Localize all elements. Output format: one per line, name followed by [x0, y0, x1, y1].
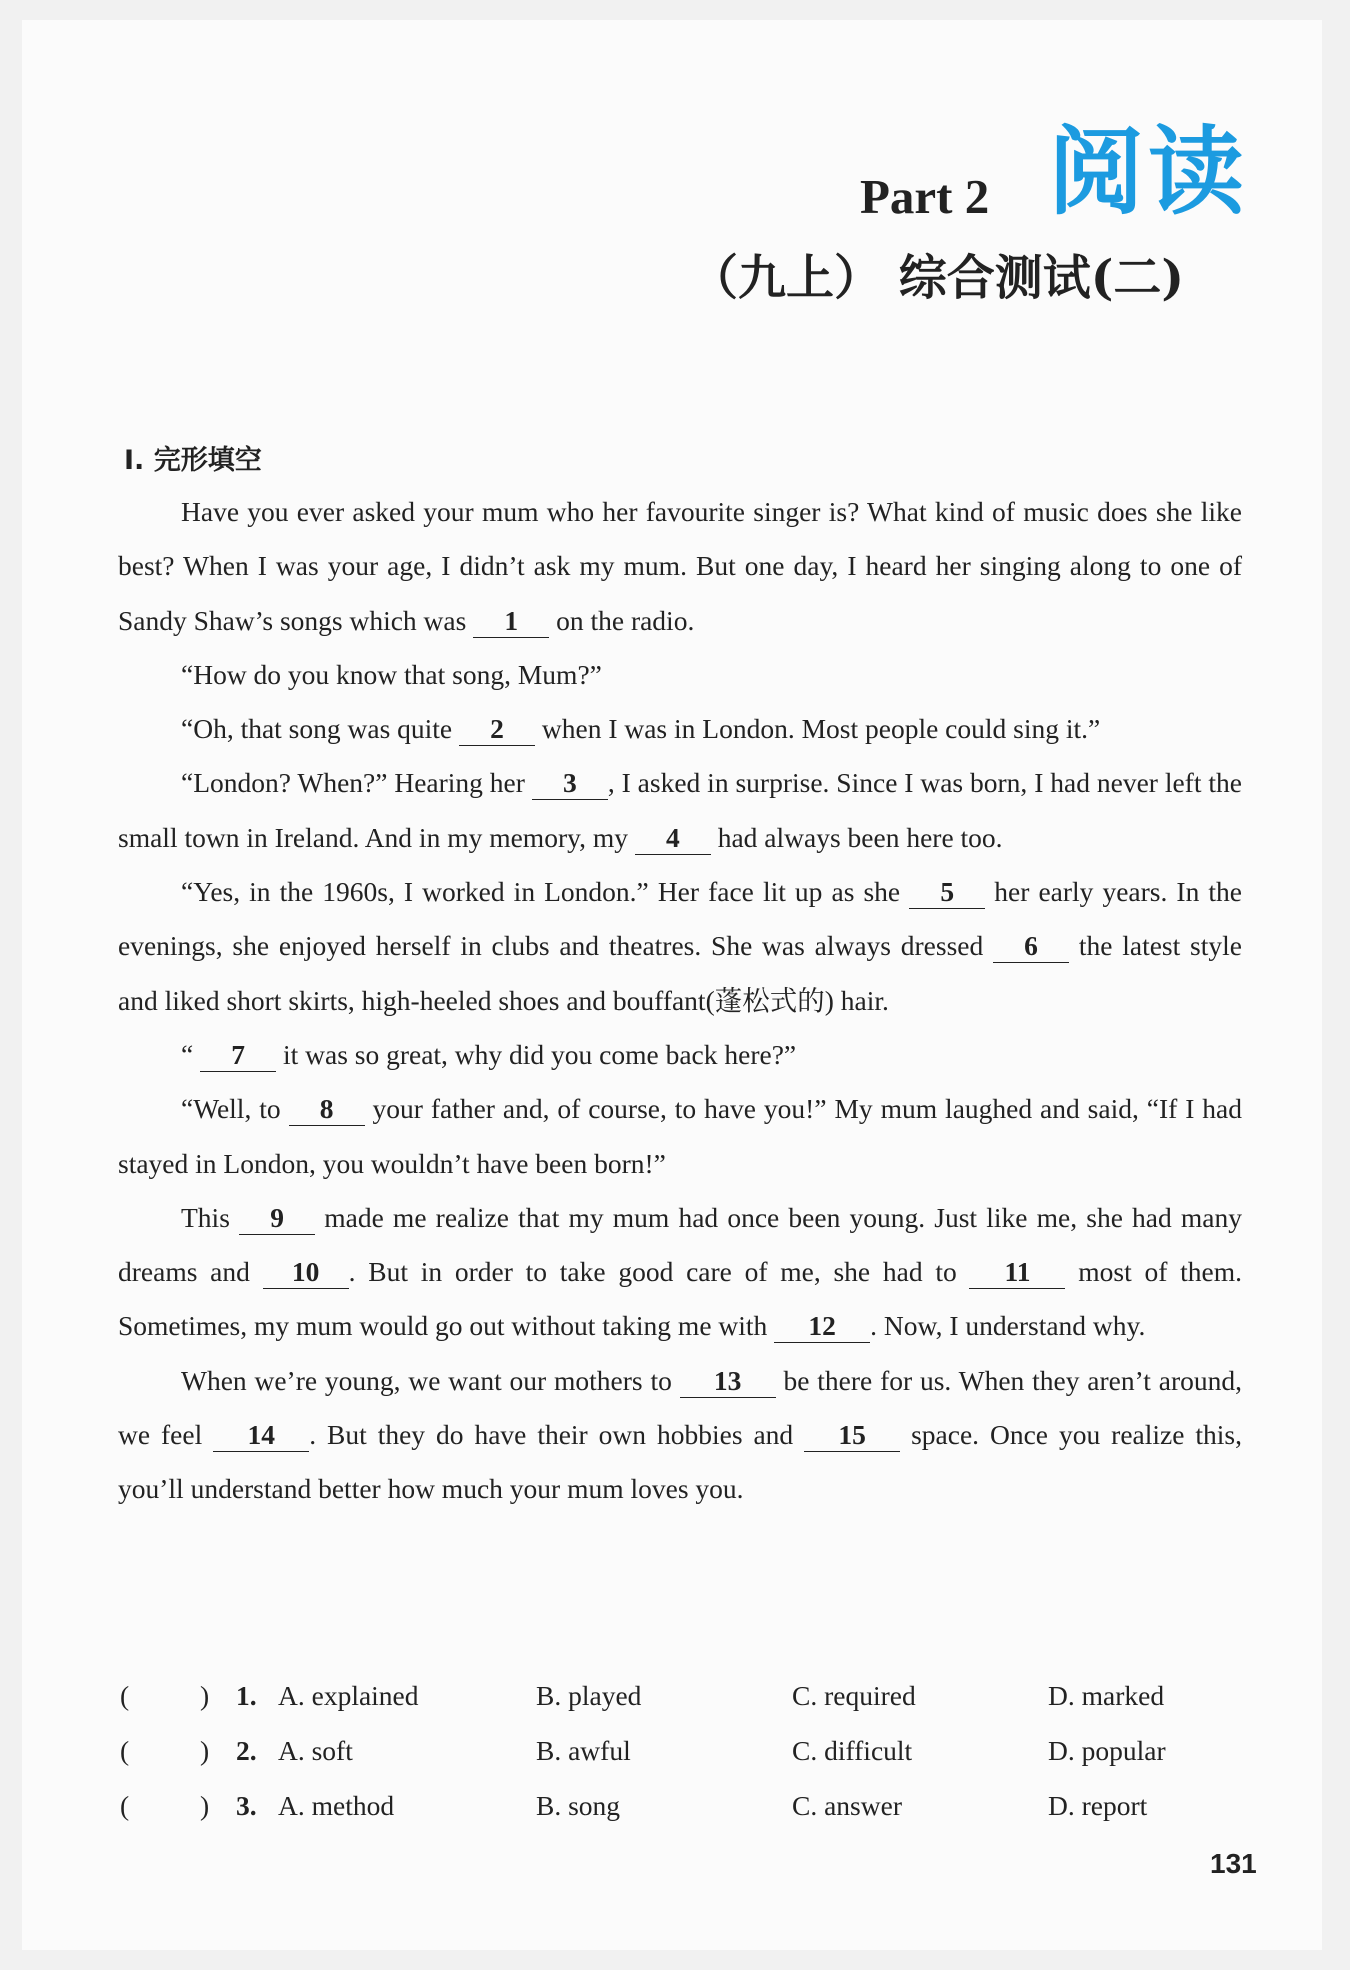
text: be there for us. When they aren’t around, we feel: [118, 1364, 1242, 1451]
page-number: 131: [1210, 1848, 1257, 1879]
question-row-3: [118, 1790, 1242, 1845]
option-d[interactable]: D. report: [1048, 1790, 1148, 1821]
question-number: 2.: [236, 1735, 257, 1766]
text: “How do you know that song, Mum?”: [181, 658, 602, 690]
answer-options: [118, 1680, 1242, 1845]
blank-2[interactable]: 2: [459, 712, 535, 746]
option-d[interactable]: D. popular: [1048, 1735, 1166, 1766]
blank-1[interactable]: 1: [473, 604, 549, 638]
test-subtitle: （九上） 综合测试(二): [690, 250, 1185, 306]
paragraph-8: [118, 1191, 1242, 1354]
paragraph-4: [118, 756, 1242, 865]
option-c[interactable]: C. answer: [792, 1790, 902, 1821]
blank-11[interactable]: 11: [969, 1255, 1065, 1289]
paragraph-2: [118, 648, 1242, 702]
blank-15[interactable]: 15: [804, 1418, 900, 1452]
blank-6[interactable]: 6: [993, 929, 1069, 963]
paragraph-1: [118, 485, 1242, 648]
question-number: 1.: [236, 1680, 257, 1711]
cloze-passage: [118, 485, 1242, 1517]
question-row-2: [118, 1735, 1242, 1790]
text: . But in order to take good care of me, she had to: [348, 1256, 970, 1288]
answer-paren-close: ): [200, 1680, 210, 1711]
blank-14[interactable]: 14: [213, 1418, 309, 1452]
answer-paren-close: ): [200, 1790, 210, 1821]
blank-5[interactable]: 5: [909, 875, 985, 909]
blank-8[interactable]: 8: [289, 1092, 365, 1126]
text: made me realize that my mum had once been young. Just like me, she had many dreams and: [118, 1201, 1243, 1288]
blank-12[interactable]: 12: [774, 1309, 870, 1343]
question-row-1: [118, 1680, 1242, 1735]
section-heading: 阅读: [1048, 116, 1248, 228]
option-b[interactable]: B. awful: [536, 1735, 631, 1766]
blank-3[interactable]: 3: [532, 766, 608, 800]
text: “Oh, that song was quite: [181, 713, 460, 745]
blank-7[interactable]: 7: [200, 1038, 276, 1072]
paragraph-9: [118, 1354, 1242, 1517]
text: your father and, of course, to have you!” My mum laughed and said, “If I had stayed in London, you wouldn’t have been born!”: [118, 1093, 1242, 1179]
option-b[interactable]: B. played: [536, 1680, 642, 1711]
option-a[interactable]: A. method: [278, 1790, 395, 1821]
answer-paren-close: ): [200, 1735, 210, 1766]
text: When we’re young, we want our mothers to: [181, 1364, 680, 1396]
text: . But they do have their own hobbies and: [309, 1419, 805, 1451]
paragraph-7: [118, 1082, 1242, 1191]
text: , I asked in surprise. Since I was born, I had never left the small town in Ireland. And in my memory, my: [118, 767, 1242, 853]
blank-10[interactable]: 10: [263, 1255, 349, 1289]
paragraph-6: [118, 1028, 1242, 1082]
option-d[interactable]: D. marked: [1048, 1680, 1165, 1711]
text: on the radio.: [549, 604, 695, 636]
text: “London? When?” Hearing her: [181, 767, 532, 799]
text: when I was in London. Most people could sing it.”: [535, 713, 1101, 745]
part-label: Part 2: [860, 169, 990, 224]
blank-9[interactable]: 9: [239, 1201, 315, 1235]
answer-paren-open: (: [120, 1735, 130, 1766]
option-b[interactable]: B. song: [536, 1790, 621, 1821]
option-c[interactable]: C. difficult: [792, 1735, 913, 1766]
text: . Now, I understand why.: [870, 1310, 1146, 1342]
answer-paren-open: (: [120, 1680, 130, 1711]
text: it was so great, why did you come back here?”: [276, 1038, 797, 1070]
text: This: [181, 1201, 240, 1233]
paragraph-5: [118, 865, 1242, 1028]
blank-4[interactable]: 4: [635, 821, 711, 855]
text: Have you ever asked your mum who her favourite singer is? What kind of music does she like best? When I was your age, I didn’t ask my mum. But one day, I heard her singing along to one of Sandy Shaw’s songs which was: [118, 496, 1242, 636]
text: “Well, to: [181, 1093, 289, 1125]
text: had always been here too.: [710, 821, 1003, 853]
answer-paren-open: (: [120, 1790, 130, 1821]
text: the latest style and liked short skirts, high-heeled shoes and bouffant(蓬松式的) hair.: [118, 930, 1242, 1016]
blank-13[interactable]: 13: [680, 1364, 776, 1398]
text: “Yes, in the 1960s, I worked in London.” Her face lit up as she: [181, 876, 910, 908]
option-a[interactable]: A. soft: [278, 1735, 353, 1766]
option-a[interactable]: A. explained: [278, 1680, 419, 1711]
question-number: 3.: [236, 1790, 257, 1821]
text: “: [181, 1038, 201, 1070]
text: space. Once you realize this, you’ll understand better how much your mum loves you.: [118, 1419, 1242, 1505]
cloze-section-title: Ⅰ. 完形填空: [124, 445, 262, 476]
text: her early years. In the evenings, she enjoyed herself in clubs and theatres. She was always dressed: [118, 876, 1242, 962]
text: most of them. Sometimes, my mum would go out without taking me with: [118, 1256, 1242, 1342]
option-c[interactable]: C. required: [792, 1680, 916, 1711]
paragraph-3: [118, 702, 1242, 756]
